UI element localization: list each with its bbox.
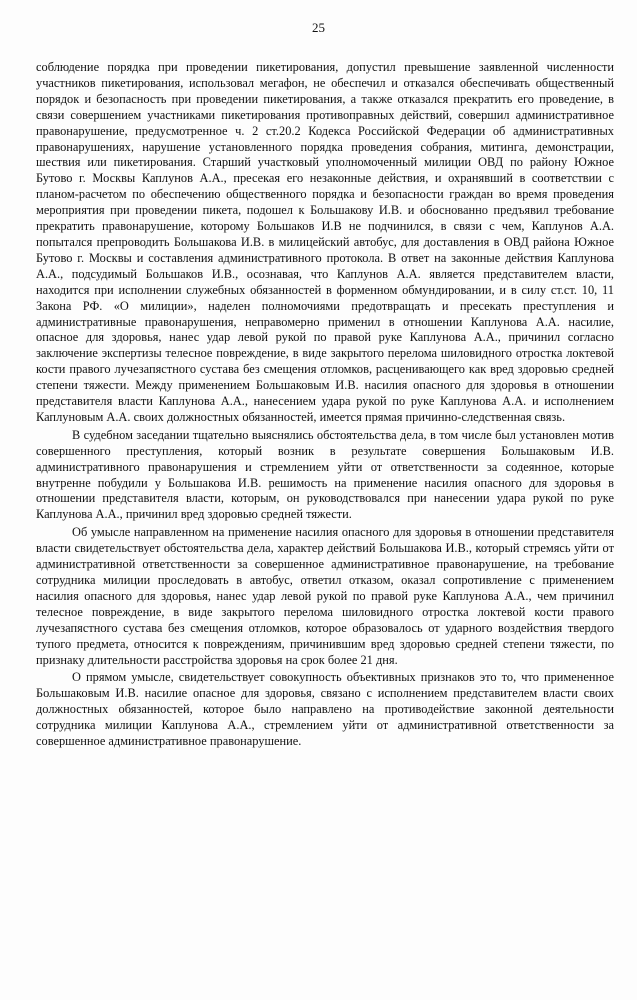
paragraph-2: В судебном заседании тщательно выяснялись обстоятельства дела, в том числе был установлен мотив совершенного преступления, который возник в результате совершения Большаковым И.В. административного правонарушения и стремлением уйти от ответственности за содеянное, которые внутренне побудили у Большакова И.В. решимость на применение насилия опасного для здоровья в отношении представителя власти, которым, он руководствовался при нанесении удара рукой по руке Каплунова А.А., причинил вред здоровью средней тяжести. bbox=[36, 427, 614, 522]
paragraph-3: Об умысле направленном на применение насилия опасного для здоровья в отношении представителя власти свидетельствует обстоятельства дела, характер действий Большакова И.В., который стремясь уйти от административной ответственности за совершенное административное правонарушение, на требование сотрудника милиции проследовать в автобус, ответил отказом, оказал сопротивление с применением насилия опасного для здоровья, нанес удар левой рукой по правой руке Каплунова А.А., чем причинил телесное повреждение, в виде закрытого перелома шиловидного отростка локтевой кости правого лучезапястного сустава без смещения отломков, которое образовалось от ударного воздействия твердого тупого предмета, относится к повреждениям, причинившим вред здоровью средней степени тяжести, по признаку длительности расстройства здоровья на срок более 21 дня. bbox=[36, 525, 614, 667]
paragraph-1: соблюдение порядка при проведении пикетирования, допустил превышение заявленной численности участников пикетирования, использовал мегафон, не обеспечил и отказался обеспечивать общественный порядок и безопасность при проведении пикетирования, а также отказался прекратить его проведение, в связи совершением участниками пикетирования противоправных действий, совершил административное правонарушение, предусмотренное ч. 2 ст.20.2 Кодекса Российской Федерации об административных правонарушениях, нарушение установленного порядка проведения собрания, митинга, демонстрации, шествия или пикетирования. Старший участковый уполномоченный милиции ОВД по району Южное Бутово г. Москвы Каплунов А.А., пресекая его незаконные действия, и охранявший в соответствии с планом-расчетом по обеспечению общественного порядка и безопасности граждан во время проведения мероприятия при проведении пикета, подошел к Большакову И.В. и обоснованно предъявил требование прекратить правонарушение, которому Большаков И.В не подчинился, в связи с чем, Каплунов А.А. попытался препроводить Большакова И.В. в милицейский автобус, для доставления в ОВД района Южное Бутово г. Москвы и составления административного протокола. В ответ на законные действия Каплунова А.А., подсудимый Большаков И.В., осознавая, что Каплунов А.А. является представителем власти, находится при исполнении служебных обязанностей в форменном обмундировании, и в силу ст.ст. 10, 11 Закона РФ. «О милиции», наделен полномочиями предотвращать и пресекать преступления и административные правонарушения, неправомерно применил в отношении Каплунова А.А. насилие, опасное для здоровья, нанес удар левой рукой по правой руке Каплунова А.А., причинил согласно заключение экспертизы телесное повреждение, в виде закрытого перелома шиловидного отростка локтевой кости правого лучезапястного сустава без смещения отломков, расценивающего как вред здоровью средней степени тяжести. Между применением Большаковым И.В. насилия опасного для здоровья в отношении представителя власти Каплунова А.А., нанесением удара рукой по руке Каплунова А.А. и исполнением Каплуновым А.А. своих должностных обязанностей, имеется прямая причинно-следственная связь. bbox=[36, 60, 614, 424]
page-number: 25 bbox=[312, 20, 325, 35]
paragraph-4: О прямом умысле, свидетельствует совокупность объективных признаков это то, что примененное Большаковым И.В. насилие опасное для здоровья, связано с исполнением представителем власти своих должностных обязанностей, которое было направлено на противодействие законной деятельности сотрудника милиции Каплунова А.А., стремлением уйти от административной ответственности за совершенное административное правонарушение. bbox=[36, 670, 614, 749]
document-body bbox=[36, 60, 614, 750]
